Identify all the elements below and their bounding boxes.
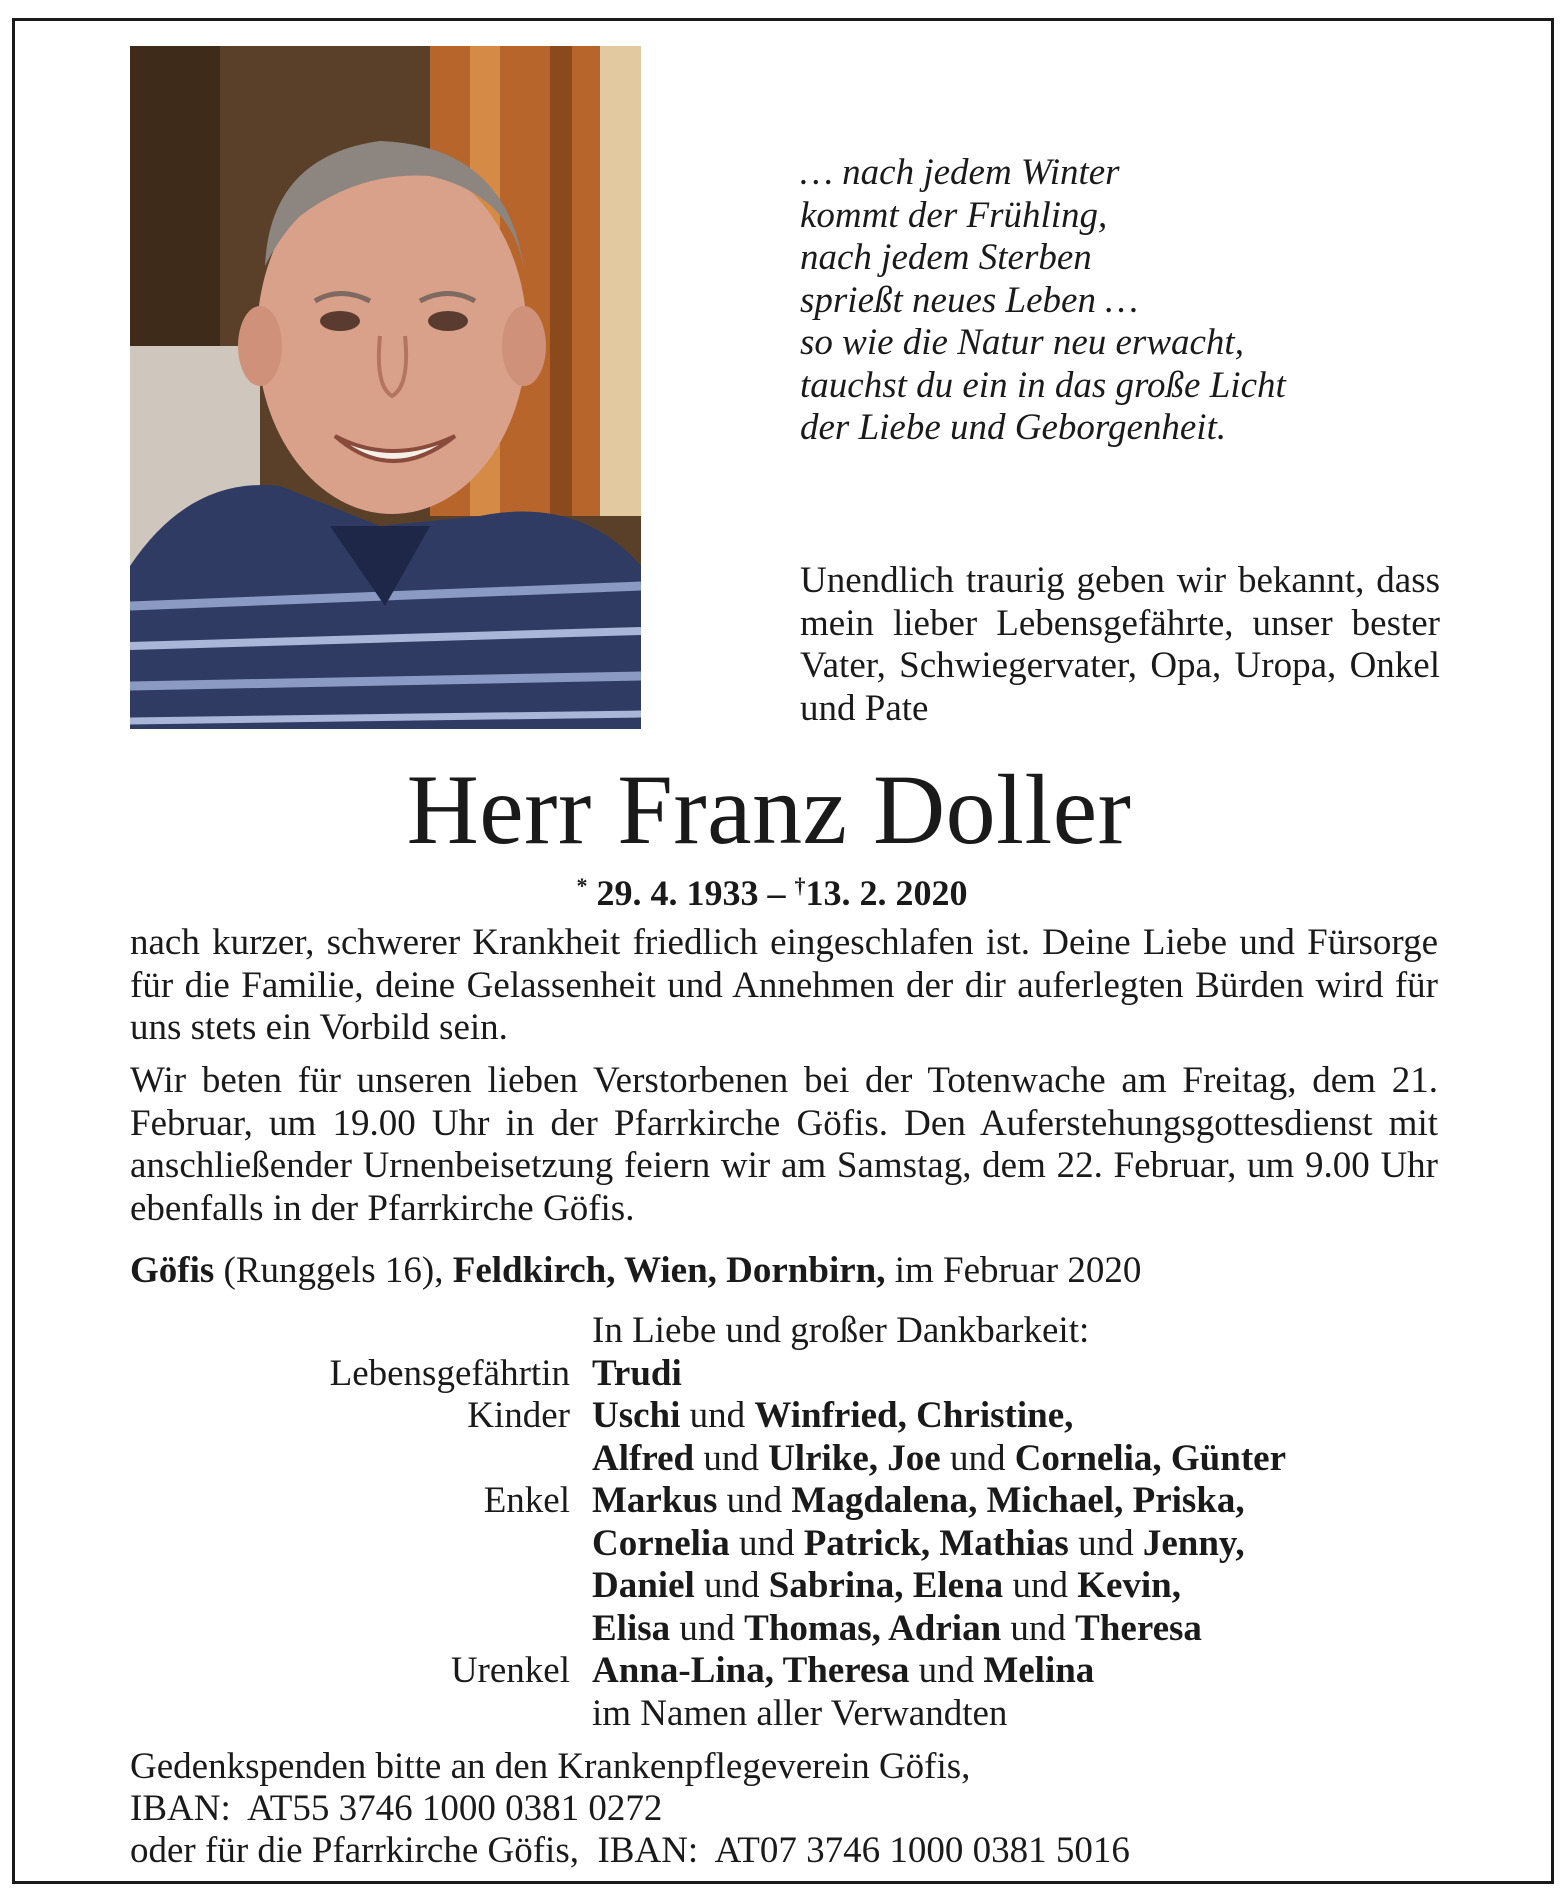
survivor-name: Markus — [592, 1480, 718, 1521]
donation-line: Gedenkspenden bitte an den Krankenpflegeverein Göfis, — [130, 1746, 971, 1787]
connector-text: und — [909, 1650, 984, 1691]
place-address: (Runggels 16), — [223, 1250, 444, 1291]
relation-names — [592, 1608, 1202, 1651]
survivor-row — [130, 1608, 1460, 1651]
donation-iban-line: oder für die Pfarrkirche Göfis, IBAN: AT07 3746 1000 0381 5016 — [130, 1830, 1130, 1871]
poem-line: der Liebe und Geborgenheit. — [800, 407, 1227, 448]
deceased-name: Herr Franz Doller — [406, 754, 1132, 865]
survivor-row — [130, 1565, 1460, 1608]
birth-date: 29. 4. 1933 — [596, 873, 759, 913]
survivors-closing: im Namen aller Verwandten — [592, 1692, 1008, 1734]
life-dates — [0, 864, 1568, 915]
connector-text: und — [940, 1437, 1015, 1479]
poem-line: … nach jedem Winter — [800, 152, 1120, 193]
survivor-name: Winfried, Christine, — [754, 1395, 1074, 1436]
survivor-name: Elisa — [592, 1607, 671, 1649]
connector-text: und — [1003, 1565, 1078, 1606]
survivor-row — [130, 1650, 1460, 1693]
place-date: im Februar 2020 — [894, 1250, 1142, 1291]
connector-text: und — [680, 1395, 755, 1436]
survivors-list — [130, 1310, 1460, 1735]
connector-text: und — [1001, 1607, 1076, 1649]
survivor-name: Thomas, Adrian — [744, 1607, 1002, 1649]
relation-names — [592, 1565, 1181, 1608]
survivor-name: Cornelia — [592, 1522, 730, 1564]
donation-info — [130, 1746, 1130, 1872]
survivors-heading: In Liebe und großer Dankbarkeit: — [592, 1310, 1090, 1351]
survivor-name: Sabrina, Elena — [768, 1565, 1004, 1606]
survivor-name: Uschi — [592, 1395, 681, 1436]
poem — [800, 152, 1286, 450]
survivors-heading-row — [130, 1310, 1460, 1353]
connector-text: und — [729, 1522, 804, 1564]
survivor-groups — [130, 1353, 1460, 1693]
poem-line: so wie die Natur neu erwacht, — [800, 322, 1244, 363]
relation-label: Lebensgefährtin — [329, 1352, 570, 1394]
poem-line: kommt der Frühling, — [800, 194, 1108, 236]
survivor-name: Daniel — [592, 1565, 695, 1606]
survivor-name: Kevin, — [1077, 1565, 1181, 1606]
poem-line: nach jedem Sterben — [800, 237, 1092, 278]
survivor-row — [130, 1395, 1460, 1438]
survivor-name: Jenny, — [1142, 1522, 1245, 1564]
survivor-name: Trudi — [592, 1352, 682, 1394]
survivor-name: Melina — [983, 1650, 1095, 1691]
poem-line: tauchst du ein in das große Licht — [800, 364, 1286, 406]
survivor-name: Anna-Lina, Theresa — [592, 1650, 910, 1691]
service-paragraph: Wir beten für unseren lieben Verstorbenen bei der Totenwache am Freitag, dem 21. Februar, um 19.00 Uhr in der Pfarrkirche Göfis. Den Auferstehungsgottesdienst mit anschließender Urnenbeisetzung feiern wir am Samstag, dem 22. Februar, um 9.00 Uhr ebenfalls in der Pfarrkirche Göfis. — [130, 1060, 1438, 1229]
place-town: Göfis — [130, 1250, 215, 1291]
relation-label: Enkel — [483, 1480, 570, 1521]
death-date: 13. 2. 2020 — [805, 873, 968, 913]
relation-names — [592, 1523, 1245, 1566]
connector-text: und — [717, 1480, 792, 1521]
relation-names — [592, 1438, 1286, 1481]
connector-text: und — [694, 1565, 769, 1606]
date-separator: – — [767, 873, 786, 913]
connector-text: und — [670, 1607, 745, 1649]
survivor-row — [130, 1480, 1460, 1523]
survivor-row — [130, 1353, 1460, 1396]
survivors-closing-row — [130, 1693, 1460, 1736]
death-symbol: † — [794, 873, 806, 898]
survivor-row — [130, 1523, 1460, 1566]
relation-label: Urenkel — [450, 1650, 570, 1691]
survivor-name: Magdalena, Michael, Priska, — [791, 1480, 1245, 1521]
connector-text: und — [1068, 1522, 1143, 1564]
survivor-name: Cornelia, Günter — [1014, 1437, 1287, 1479]
relation-names — [592, 1650, 1094, 1693]
donation-iban-line: IBAN: AT55 3746 1000 0381 0272 — [130, 1788, 663, 1829]
place-and-date — [130, 1250, 1141, 1293]
connector-text: und — [694, 1437, 769, 1479]
obituary-paragraph: nach kurzer, schwerer Krankheit friedlich eingeschlafen ist. Deine Liebe und Fürsorge für die Familie, deine Gelassenheit und Annehmen der dir auferlegten Bürden wird für uns stets ein Vorbild sein. — [130, 922, 1438, 1048]
relation-names — [592, 1395, 1073, 1438]
relation-names — [592, 1480, 1245, 1523]
survivor-name: Patrick, Mathias — [803, 1522, 1069, 1564]
survivor-name: Ulrike, Joe — [768, 1437, 941, 1479]
poem-line: sprießt neues Leben … — [800, 279, 1139, 321]
announcement-intro: Unendlich traurig geben wir bekannt, dass mein lieber Lebensgefährte, unser bester Vater, Schwiegervater, Opa, Uropa, Onkel und Pate — [800, 560, 1440, 729]
place-cities: Feldkirch, Wien, Dornbirn, — [452, 1250, 886, 1291]
survivor-name: Theresa — [1075, 1607, 1202, 1649]
relation-names — [592, 1353, 682, 1396]
survivor-row — [130, 1438, 1460, 1481]
portrait-photo — [130, 46, 641, 729]
survivor-name: Alfred — [592, 1437, 695, 1479]
relation-label: Kinder — [467, 1395, 570, 1436]
birth-symbol: * — [576, 873, 588, 898]
